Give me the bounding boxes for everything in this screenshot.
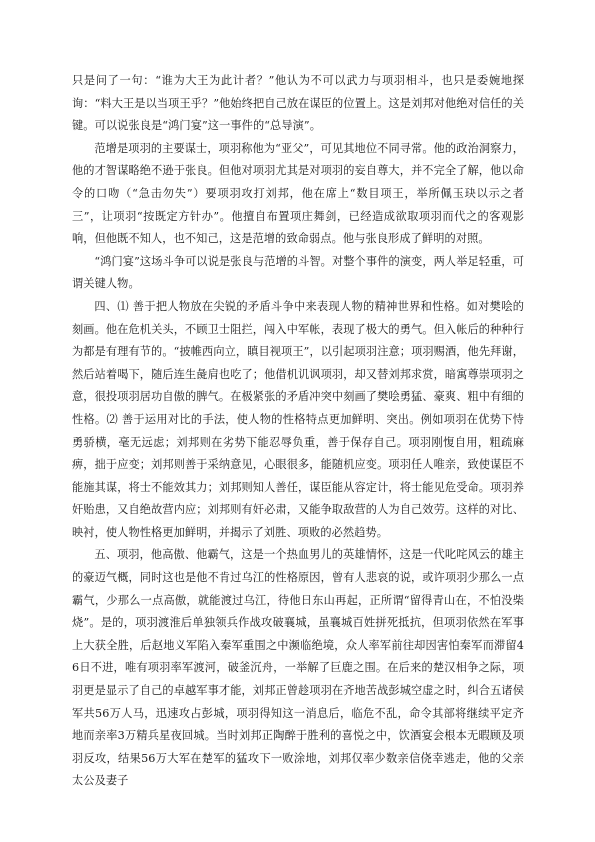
paragraph-fan-zeng: 范增是项羽的主要谋士，项羽称他为“亚父”，可见其地位不同寻常。他的政治洞察力，他的才智谋略绝不逊于张良。但他对项羽尤其是对项羽的妄自尊大，并不完全了解，他以命令的口吻（“急击勿失”）要项羽攻打刘邦，他在席上“数目项王，举所佩玉玦以示之者三”，让项羽“按既定方针办”。他擅自布置项庄舞剑，已经造成欲取项羽而代之的客观影响，但他既不知人，也不知己，这是范增的致命弱点。他与张良形成了鲜明的对照。 [72, 141, 524, 246]
paragraph-continuation: 只是问了一句：“谁为大王为此计者？”他认为不可以武力与项羽相斗，也只是委婉地探询：“料大王是以当项王乎？”他始终把自己放在谋臣的位置上。这是刘邦对他绝对信任的关键。可以说张良是“鸿门宴”这一事件的“总导演”。 [72, 74, 524, 133]
paragraph-key-figures: “鸿门宴”这场斗争可以说是张良与范增的斗智。对整个事件的演变，两人举足轻重，可谓关键人物。 [72, 254, 524, 291]
paragraph-section-four: 四、⑴ 善于把人物放在尖锐的矛盾斗争中来表现人物的精神世界和性格。如对樊哙的刻画。他在危机关头，不顾卫士阻拦，闯入中军帐，表现了极大的勇气。但入帐后的种种行为都是有理有节的。“披帷西向立，瞋目视项王”，以引起项羽注意；项羽赐酒，他先拜谢，然后站着喝下，随后连生彘肩也吃了；他借机讥讽项羽，却又替刘邦求赏，暗寓尊崇项羽之意，很投项羽居功自傲的脾气。在极紧张的矛盾冲突中刻画了樊哙勇猛、豪爽、粗中有细的性格。⑵ 善于运用对比的手法，使人物的性格特点更加鲜明、突出。例如项羽在优势下恃勇骄横，毫无远虑；刘邦则在劣势下能忍辱负重，善于保存自己。项羽刚愎自用，粗疏麻痹，拙于应变；刘邦则善于采纳意见，心眼很多，能随机应变。项羽任人唯亲，致使谋臣不能施其谋，将士不能效其力；刘邦则知人善任，谋臣能从容定计，将士能见危受命。项羽养奸贻患，又自绝故营内应；刘邦则有奸必肃，又能争取敌营的人为自己效劳。这样的对比、映衬，使人物性格更加鲜明，并揭示了刘胜、项败的必然趋势。 [72, 299, 524, 539]
document-page [72, 70, 524, 793]
paragraph-section-five: 五、项羽，他高傲、他霸气，这是一个热血男儿的英雄情怀，这是一代叱咤风云的雄主的豪迈气概，同时这也是他不肯过乌江的性格原因，曾有人悲哀的说，或许项羽少那么一点霸气，少那么一点高傲，就能渡过乌江，待他日东山再起，正所谓“留得青山在，不怕没柴烧”。是的，项羽渡淮后单独领兵作战攻破襄城，虽襄城百姓拼死抵抗，但项羽依然在军事上大获全胜，后赵地义军陷入秦军重围之中濒临绝境，众人率军前往却因害怕秦军而滞留46日不进，唯有项羽率军渡河，破釜沉舟，一举解了巨鹿之围。在后来的楚汉相争之际，项羽更是显示了自己的卓越军事才能，刘邦正曾趁项羽在齐地苦战彭城空虚之时，纠合五诸侯军共56万人马，迅速攻占彭城，项羽得知这一消息后，临危不乱，命令其部将继续平定齐地而亲率3万精兵星夜回城。当时刘邦正陶醉于胜利的喜悦之中，饮酒宴会根本无暇顾及项羽反攻，结果56万大军在楚军的猛攻下一败涂地，刘邦仅率少数亲信侥幸逃走，他的父亲太公及妻子 [72, 548, 524, 788]
